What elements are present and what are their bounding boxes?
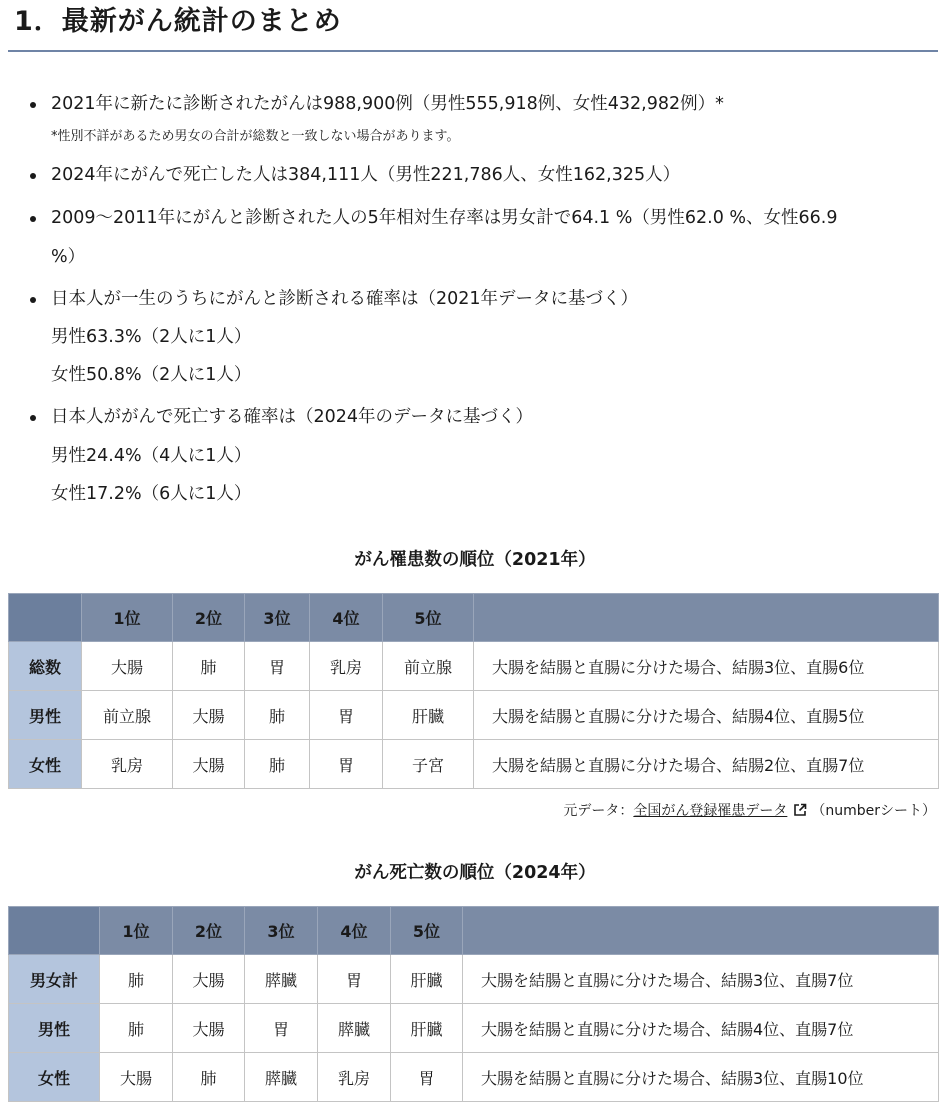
- table-cell: 胃: [245, 642, 310, 691]
- table-note-cell: 大腸を結腸と直腸に分けた場合、結腸4位、直腸7位: [463, 1004, 939, 1053]
- source-attribution: [563, 801, 936, 821]
- column-header-note: [474, 594, 939, 642]
- table-cell: 乳房: [82, 740, 173, 789]
- column-header-note: [463, 907, 939, 955]
- incidence-rank-table: [8, 593, 939, 789]
- external-link-icon[interactable]: [793, 803, 807, 817]
- table-cell: 肺: [100, 1004, 173, 1053]
- table-cell: 肝臓: [391, 955, 463, 1004]
- table-header-row: [9, 907, 939, 955]
- list-item-text: 日本人ががんで死亡する確率は（2024年のデータに基づく）: [51, 407, 534, 427]
- column-header-rank-3: 3位: [245, 594, 310, 642]
- mortality-rank-table: [8, 906, 939, 1102]
- table-cell: 乳房: [310, 642, 383, 691]
- incidence-table-title: がん罹患数の順位（2021年）: [354, 550, 596, 570]
- table-cell: 肺: [173, 642, 245, 691]
- footnote: *性別不詳があるため男女の合計が総数と一致しない場合があります。: [51, 129, 460, 144]
- table-cell: 大腸: [173, 955, 245, 1004]
- table-cell: 肺: [245, 740, 310, 789]
- table-cell: 肺: [100, 955, 173, 1004]
- probability-male: 男性24.4%（4人に1人）: [51, 446, 252, 466]
- table-header-row: [9, 594, 939, 642]
- table-cell: 肝臓: [383, 691, 474, 740]
- list-item-text: 日本人が一生のうちにがんと診断される確率は（2021年データに基づく）: [51, 289, 639, 309]
- table-row: [9, 955, 939, 1004]
- column-header-rank-4: 4位: [318, 907, 391, 955]
- table-note-cell: 大腸を結腸と直腸に分けた場合、結腸2位、直腸7位: [474, 740, 939, 789]
- table-cell: 前立腺: [383, 642, 474, 691]
- bullet-icon: [30, 297, 36, 303]
- probability-female: 女性17.2%（6人に1人）: [51, 484, 252, 504]
- column-header-rank-1: 1位: [82, 594, 173, 642]
- table-corner-cell: [9, 907, 100, 955]
- table-note-cell: 大腸を結腸と直腸に分けた場合、結腸3位、直腸6位: [474, 642, 939, 691]
- title-divider: [8, 50, 938, 52]
- table-cell: 膵臓: [245, 1053, 318, 1102]
- table-cell: 大腸: [173, 691, 245, 740]
- probability-male: 男性63.3%（2人に1人）: [51, 327, 252, 347]
- list-item-continuation: %）: [51, 247, 86, 267]
- column-header-rank-3: 3位: [245, 907, 318, 955]
- table-cell: 大腸: [82, 642, 173, 691]
- table-cell: 膵臓: [318, 1004, 391, 1053]
- table-cell: 前立腺: [82, 691, 173, 740]
- source-suffix: （numberシート）: [811, 803, 936, 819]
- source-data-link[interactable]: 全国がん登録罹患データ: [633, 803, 788, 819]
- table-cell: 肝臓: [391, 1004, 463, 1053]
- list-item-text: 2009～2011年にがんと診断された人の5年相対生存率は男女計で64.1 %（男性62.0 %、女性66.9: [51, 208, 838, 228]
- source-prefix: 元データ：: [563, 803, 634, 819]
- column-header-rank-5: 5位: [391, 907, 463, 955]
- table-cell: 胃: [310, 740, 383, 789]
- probability-female: 女性50.8%（2人に1人）: [51, 365, 252, 385]
- table-cell: 大腸: [173, 1004, 245, 1053]
- bullet-icon: [30, 216, 36, 222]
- table-cell: 乳房: [318, 1053, 391, 1102]
- table-cell: 胃: [245, 1004, 318, 1053]
- row-header: 総数: [9, 642, 82, 691]
- column-header-rank-2: 2位: [173, 907, 245, 955]
- bullet-icon: [30, 173, 36, 179]
- table-row: [9, 1004, 939, 1053]
- row-header: 男性: [9, 1004, 100, 1053]
- table-cell: 子宮: [383, 740, 474, 789]
- bullet-icon: [30, 415, 36, 421]
- column-header-rank-2: 2位: [173, 594, 245, 642]
- mortality-table-title: がん死亡数の順位（2024年）: [354, 863, 596, 883]
- table-note-cell: 大腸を結腸と直腸に分けた場合、結腸3位、直腸10位: [463, 1053, 939, 1102]
- column-header-rank-5: 5位: [383, 594, 474, 642]
- list-item-text: 2024年にがんで死亡した人は384,111人（男性221,786人、女性162,325人）: [51, 165, 681, 185]
- table-cell: 胃: [318, 955, 391, 1004]
- row-header: 男女計: [9, 955, 100, 1004]
- table-corner-cell: [9, 594, 82, 642]
- table-note-cell: 大腸を結腸と直腸に分けた場合、結腸4位、直腸5位: [474, 691, 939, 740]
- column-header-rank-4: 4位: [310, 594, 383, 642]
- table-row: [9, 740, 939, 789]
- bullet-icon: [30, 102, 36, 108]
- table-row: [9, 642, 939, 691]
- row-header: 女性: [9, 1053, 100, 1102]
- table-cell: 肺: [245, 691, 310, 740]
- column-header-rank-1: 1位: [100, 907, 173, 955]
- table-cell: 胃: [391, 1053, 463, 1102]
- row-header: 男性: [9, 691, 82, 740]
- table-cell: 膵臓: [245, 955, 318, 1004]
- row-header: 女性: [9, 740, 82, 789]
- table-cell: 大腸: [173, 740, 245, 789]
- table-cell: 胃: [310, 691, 383, 740]
- page-title: 1．最新がん統計のまとめ: [14, 6, 342, 37]
- list-item-text: 2021年に新たに診断されたがんは988,900例（男性555,918例、女性432,982例）*: [51, 94, 724, 114]
- table-note-cell: 大腸を結腸と直腸に分けた場合、結腸3位、直腸7位: [463, 955, 939, 1004]
- table-row: [9, 1053, 939, 1102]
- table-cell: 大腸: [100, 1053, 173, 1102]
- table-row: [9, 691, 939, 740]
- table-cell: 肺: [173, 1053, 245, 1102]
